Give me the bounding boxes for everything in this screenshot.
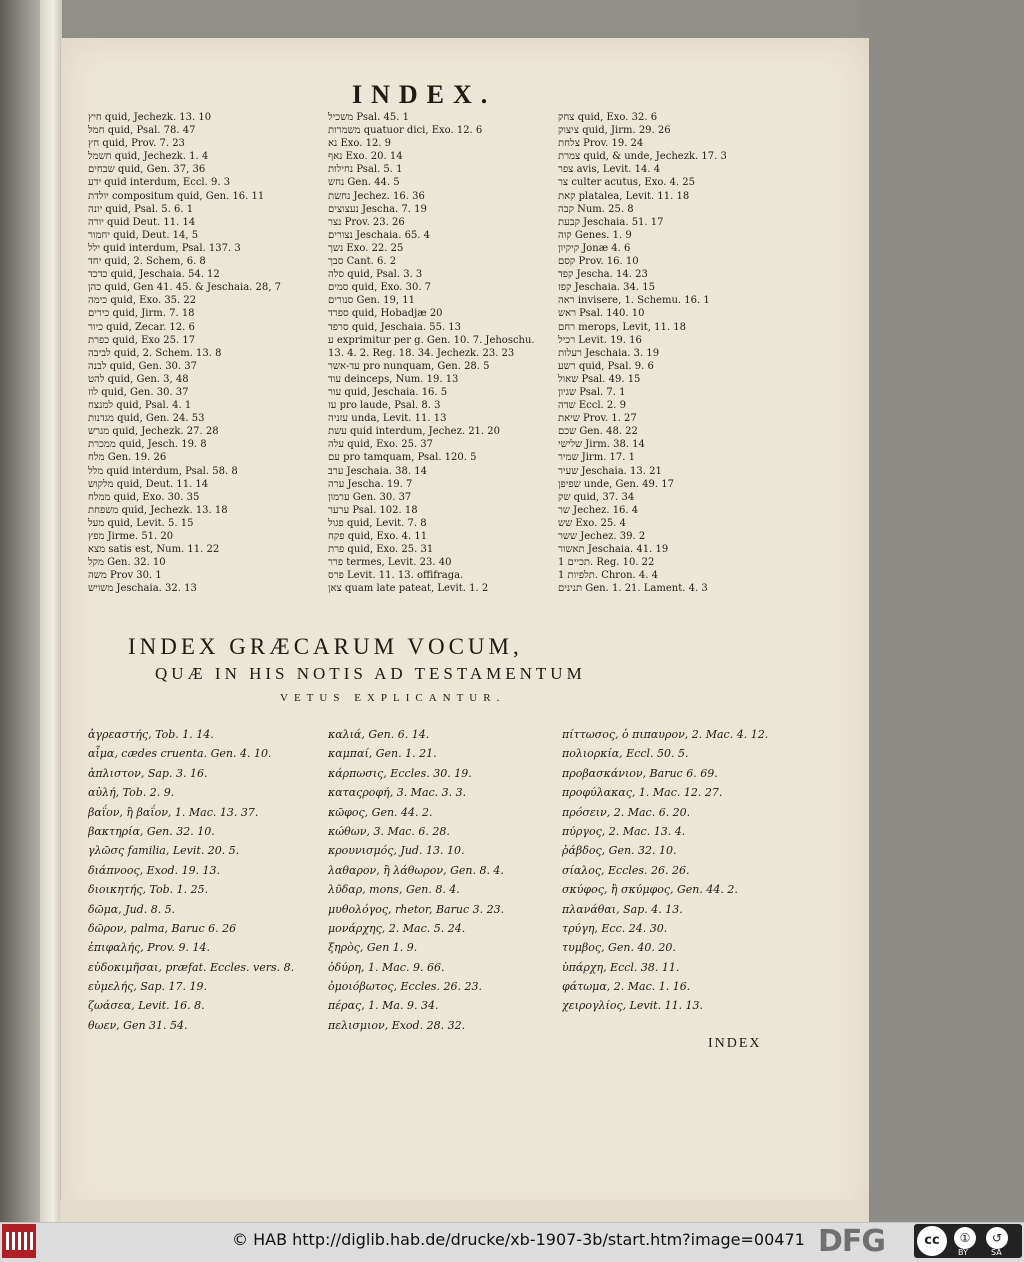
index-entry: סלה quid, Psal. 3. 3 [328,269,423,281]
index-entry: שש Exo. 25. 4 [558,517,626,529]
index-entry: קסם Prov. 16. 10 [558,256,639,268]
index-entry: עד-אשר pro nunquam, Gen. 28. 5 [328,360,490,372]
cc-license-badge[interactable] [914,1224,1022,1258]
index-entry: נחש Gen. 44. 5 [328,177,400,189]
index-entry: תכיים 1. Reg. 10. 22 [558,557,655,569]
index-entry: תאשור Jeschaia. 41. 19 [558,544,669,556]
index-entry: ילל quid interdum, Psal. 137. 3 [88,242,241,254]
index-entry: חמל quid, Psal. 78. 47 [88,125,196,137]
index-entry: ממלח quid, Exo. 30. 35 [88,491,200,503]
index-entry: καταςροφή, 3. Mac. 3. 3. [328,786,467,800]
index-entry: רחם merops, Levit, 11. 18 [558,321,686,333]
index-entry: εὐμελής, Sap. 17. 19. [88,980,207,994]
index-entry: להט quid, Gen. 3, 48 [88,373,189,385]
index-entry: שיאת Prov. 1. 27 [558,413,637,425]
index-entry: שעיר Jeschaia. 13. 21 [558,465,662,477]
index-entry: διάπνοος, Exod. 19. 13. [88,863,221,877]
index-entry: עזניה unda, Levit. 11. 13 [328,413,447,425]
index-entry: שר Jechez. 16. 4 [558,504,639,516]
index-entry: קיקיון Jonæ 4. 6 [558,242,631,254]
index-entry: יחד quid, 2. Schem, 6. 8 [88,256,206,268]
index-entry: שבחים quid, Gen. 37, 36 [88,164,206,176]
book-spine [40,0,62,1222]
index-entry: עלה quid, Exo. 25. 37 [328,439,434,451]
index-entry: רשע quid, Psal. 9. 6 [558,360,654,372]
index-entry: αὐλή, Tob. 2. 9. [88,786,175,800]
sa-label: SA [991,1248,1002,1257]
index-entry: מפץ Jirme. 51. 20 [88,531,174,542]
index-entry: סרפד quid, Jeschaia. 55. 13 [328,321,462,333]
index-entry: קפד Jescha. 14. 23 [558,269,648,281]
index-entry: משמרות quatuor dici, Exo. 12. 6 [328,125,483,137]
index-entry: קוה Genes. 1. 9 [558,229,632,241]
index-entry: נעצוצים Jescha. 7. 19 [328,203,427,215]
index-entry: עור quid, Jeschaia. 16. 5 [328,386,448,398]
index-entry: סבך Cant. 6. 2 [328,256,397,268]
index-entry: עוד deinceps, Num. 19. 13 [328,373,459,385]
index-entry: יולדת compositum quid, Gen. 16. 11 [88,190,265,202]
index-entry: ῥάβδος, Gen. 32. 10. [562,844,677,858]
greek-index-subheading: QUÆ IN HIS NOTIS AD TESTAMENTUM [155,664,586,683]
index-entry: πύργος, 2. Mac. 13. 4. [562,824,686,838]
index-entry: κῶφος, Gen. 44. 2. [328,805,433,819]
index-entry: נחשת Jechez. 16. 36 [328,190,425,202]
index-entry: צמרת quid, & unde, Jechezk. 17. 3 [558,151,727,163]
index-entry: θωεν, Gen 31. 54. [88,1018,188,1032]
index-entry: ששר Jechez. 39. 2 [558,531,646,542]
index-entry: 13. 4. 2. Reg. 18. 34. Jechezk. 23. 23 [328,347,515,359]
index-entry: תנינים Gen. 1. 21. Lament. 4. 3 [558,583,708,595]
index-entry: סמים quid, Exo. 30. 7 [328,282,432,294]
index-entry: μυθολόγος, rhetor, Baruc 3. 23. [328,902,505,916]
index-entry: כפרת quid, Exo 25. 17 [88,334,196,346]
index-entry: ציצוק quid, Jirm. 29. 26 [558,125,671,137]
hebrew-index-column-2 [328,111,558,595]
index-entry: καμπαί, Gen. 1. 21. [328,747,437,761]
index-entry: מלח Gen. 19. 26 [88,452,167,464]
index-entry: צר culter acutus, Exo. 4. 25 [558,177,696,189]
greek-index-heading: INDEX GRÆCARUM VOCUM, [128,634,523,659]
index-entry: ערער Psal. 102. 18 [328,504,418,516]
index-entry: ἀγρεαστής, Tob. 1. 14. [88,728,214,741]
index-entry: σκύφος, ἢ σκύμφος, Gen. 44. 2. [562,883,738,897]
index-entry: γλῶσς familia, Levit. 20. 5. [88,844,240,858]
greek-index-column-2 [328,725,558,1035]
index-entry: כדכד quid, Jeschaia. 54. 12 [88,269,220,281]
index-entry: φάτωμα, 2. Mac. 1. 16. [562,980,691,994]
index-entry: κώθων, 3. Mac. 6. 28. [328,824,450,838]
index-entry: ἐπιφαλής, Prov. 9. 14. [88,941,210,955]
page-lower-edge [60,1200,868,1222]
index-entry: צלחת Prov. 19. 24 [558,138,644,150]
index-entry: נאף Exo. 20. 14 [328,151,403,163]
index-entry: מקל Gen. 32. 10 [88,557,166,569]
index-entry: αἷμα, cædes cruenta. Gen. 4. 10. [88,747,272,761]
index-entry: פקח quid, Exo. 4. 11 [328,531,428,542]
index-entry: נחילות Psal. 5. 1 [328,164,403,176]
index-entry: πλανάθαι, Sap. 4. 13. [562,902,683,916]
dfg-logo[interactable]: DFG [818,1224,886,1259]
index-entry: פרר termes, Levit. 23. 40 [328,557,452,569]
index-entry: כירים quid, Jirm. 7. 18 [88,308,195,320]
index-entry: חץ quid, Prov. 7. 23 [88,138,185,150]
cc-icon: cc [917,1226,947,1256]
index-entry: ὁμοιόβωτος, Eccles. 26. 23. [328,980,483,994]
index-entry: ע exprimitur per g. Gen. 10. 7. Jehoschu. [328,334,535,346]
index-entry: χειρογλίος, Levit. 11. 13. [562,999,704,1013]
index-entry: καλιά, Gen. 6. 14. [328,728,430,741]
index-entry: צפר avis, Levit. 14. 4 [558,164,661,176]
hab-logo-icon[interactable] [2,1224,36,1258]
index-entry: שדה Eccl. 2. 9 [558,400,626,412]
index-entry: εὐδοκιμῆσαι, præfat. Eccles. vers. 8. [88,960,295,974]
index-entry: מצא satis est, Num. 11. 22 [88,544,220,556]
index-entry: קבעת Jeschaia. 51. 17 [558,216,664,228]
page-title: INDEX. [352,80,497,109]
index-entry: βαΐον, ἢ βαΐον, 1. Mac. 13. 37. [88,805,259,819]
index-entry: τρύγη, Ecc. 24. 30. [562,921,668,935]
index-entry: מגדנות quid, Gen. 24. 53 [88,413,205,425]
by-label: BY [958,1248,968,1257]
index-entry: ממכרת quid, Jesch. 19. 8 [88,439,207,451]
hebrew-index-column-1 [88,111,320,595]
index-entry: μονάρχης, 2. Mac. 5. 24. [328,921,466,935]
index-entry: מלקוש quid, Deut. 11. 14 [88,478,209,490]
index-entry: למנצח quid, Psal. 4. 1 [88,400,192,412]
index-entry: יונה quid, Psal. 5. 6. 1 [88,203,194,215]
index-entry: חיץ quid, Jechezk. 13. 10 [88,112,212,123]
index-entry: λῦδαρ, mons, Gen. 8. 4. [328,883,460,897]
index-entry: πελισμιον, Exod. 28. 32. [328,1018,466,1032]
index-entry: כהן quid, Gen 41. 45. & Jeschaia. 28, 7 [88,282,281,294]
greek-index-column-3 [562,725,792,1016]
index-entry: קפז Jeschaia. 34. 15 [558,282,655,294]
scan-background-right [862,0,1024,1222]
index-entry: λαθαρον, ἢ λάθωρον, Gen. 8. 4. [328,863,504,877]
index-entry: ראה invisere, 1. Schemu. 16. 1 [558,295,710,307]
index-entry: שאול Psal. 49. 15 [558,373,641,385]
index-entry: שגיון Psal. 7. 1 [558,386,626,398]
index-entry: מעל quid, Levit. 5. 15 [88,517,194,529]
greek-index-column-1 [88,725,323,1035]
index-entry: πολιορκία, Eccl. 50. 5. [562,747,689,761]
index-entry: ספרד quid, Hobadjæ 20 [328,308,443,320]
index-entry: צחק quid, Exo. 32. 6 [558,112,658,123]
share-alike-icon: ↺ [986,1227,1008,1249]
index-entry: קבה Num. 25. 8 [558,203,634,215]
index-entry: קאת platalea, Levit. 11. 18 [558,190,690,202]
index-entry: κρουνισμός, Jud. 13. 10. [328,844,465,858]
index-entry: δῶμα, Jud. 8. 5. [88,902,176,916]
index-entry: משפחת quid, Jechezk. 13. 18 [88,504,228,516]
index-entry: ידע quid interdum, Eccl. 9. 3 [88,177,231,189]
index-entry: סנורים Gen. 19, 11 [328,295,415,307]
catchword: INDEX [708,1036,762,1051]
index-entry: כיור quid, Zecar. 12. 6 [88,321,195,333]
permalink[interactable]: © HAB http://diglib.hab.de/drucke/xb-1907-3b/start.htm?image=00471 [232,1230,805,1249]
index-entry: ערב Jeschaia. 38. 14 [328,465,427,477]
attribution-icon: ① [954,1227,976,1249]
index-entry: ערה Jescha. 19. 7 [328,478,413,490]
index-entry: מלל quid interdum, Psal. 58. 8 [88,465,238,477]
index-entry: פרס Levit. 11. 13. offifraga. [328,570,464,582]
index-entry: προφύλακας, 1. Mac. 12. 27. [562,786,723,800]
index-entry: לוז quid, Gen. 30. 37 [88,386,189,398]
index-entry: ἀπλιστον, Sap. 3. 16. [88,766,208,780]
index-entry: שלישי Jirm. 38. 14 [558,439,645,451]
index-entry: עז pro laude, Psal. 8. 3 [328,400,441,412]
index-entry: διοικητής, Tob. 1. 25. [88,883,209,897]
index-entry: שפיפן unde, Gen. 49. 17 [558,478,674,490]
index-entry: ζωάσεα, Levit. 16. 8. [88,999,205,1013]
index-entry: משכיל Psal. 45. 1 [328,112,409,123]
index-entry: ὀδύρη, 1. Mac. 9. 66. [328,960,445,974]
index-entry: פגול quid, Levit. 7. 8 [328,517,427,529]
index-entry: ראש Psal. 140. 10 [558,308,645,320]
index-entry: נצורים Jeschaia. 65. 4 [328,229,431,241]
index-entry: צאן quam late pateat, Levit. 1. 2 [328,583,489,595]
index-entry: כימה quid, Exo. 35. 22 [88,295,197,307]
index-entry: לבנה quid, Gen. 30. 37 [88,360,198,372]
index-entry: עשת quid interdum, Jechez. 21. 20 [328,426,500,438]
index-entry: נשך Exo. 22. 25 [328,242,404,254]
index-entry: רעלות Jeschaia. 3. 19 [558,347,660,359]
index-entry: שכם Gen. 48. 22 [558,426,638,438]
index-entry: יורה quid Deut. 11. 14 [88,216,196,228]
index-entry: תלפיות 1. Chron. 4. 4 [558,570,658,582]
index-entry: משויש Jeschaia. 32. 13 [88,583,197,595]
index-entry: πρόσειν, 2. Mac. 6. 20. [562,805,691,819]
index-entry: σίαλος, Eccles. 26. 26. [562,863,690,877]
index-entry: ξηρὸς, Gen 1. 9. [328,941,418,955]
index-entry: נצר Prov. 23. 26 [328,216,405,228]
index-entry: ὑπάρχη, Eccl. 38. 11. [562,960,680,974]
index-entry: יחמור quid, Deut. 14, 5 [88,229,199,241]
index-entry: שמיר Jirm. 17. 1 [558,452,635,464]
index-entry: חשמל quid, Jechezk. 1. 4 [88,151,209,163]
index-entry: רכיל Levit. 19. 16 [558,334,642,346]
index-entry: משה Prov 30. 1 [88,570,162,582]
index-entry: ערמון Gen. 30. 37 [328,491,412,503]
index-entry: עם pro tamquam, Psal. 120. 5 [328,452,477,464]
hebrew-index-column-3 [558,111,788,595]
index-entry: κάρπωσις, Eccles. 30. 19. [328,766,472,780]
greek-index-subheading-2: VETUS EXPLICANTUR. [280,692,506,704]
index-entry: πίττωσος, ὁ πιπαυρον, 2. Mac. 4. 12. [562,728,769,741]
index-entry: βακτηρία, Gen. 32. 10. [88,824,215,838]
index-entry: τυμβος, Gen. 40. 20. [562,941,676,955]
index-entry: πέρας, 1. Ma. 9. 34. [328,999,439,1013]
index-entry: δῶρον, palma, Baruc 6. 26 [88,921,237,935]
index-entry: לביבה quid, 2. Schem. 13. 8 [88,347,222,359]
index-entry: שק quid, 37. 34 [558,491,635,503]
index-entry: מגרש quid, Jechezk. 27. 28 [88,426,219,438]
index-entry: προβασκάνιον, Baruc 6. 69. [562,766,718,780]
index-entry: פרת quid, Exo. 25. 31 [328,544,434,556]
index-entry: נא Exo. 12. 9 [328,138,392,150]
